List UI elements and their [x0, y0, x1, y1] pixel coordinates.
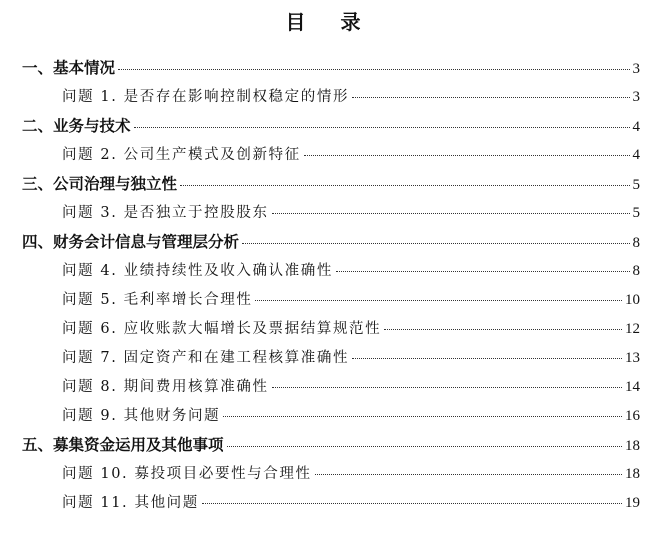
dot-leader [242, 243, 629, 244]
toc-entry-label: 问题 10. 募投项目必要性与合理性 [62, 466, 312, 482]
toc-question-entry[interactable] [0, 342, 660, 371]
toc-page-number: 19 [625, 495, 640, 511]
toc-question-entry[interactable] [0, 487, 660, 516]
toc-page-number: 18 [625, 466, 640, 482]
dot-leader [352, 358, 622, 359]
toc-page-number: 4 [632, 147, 640, 163]
toc-page-number: 18 [625, 438, 640, 454]
toc-entry-label: 五、募集资金运用及其他事项 [22, 436, 224, 454]
toc-title: 目 录 [285, 10, 375, 34]
dot-leader [118, 69, 629, 70]
dot-leader [272, 387, 622, 388]
toc-section-entry[interactable] [0, 429, 660, 458]
toc-question-entry[interactable] [0, 400, 660, 429]
toc-question-entry[interactable] [0, 284, 660, 313]
toc-section-entry[interactable] [0, 226, 660, 255]
toc-page-number: 12 [625, 321, 640, 337]
toc-page-number: 13 [625, 350, 640, 366]
toc-entry-label: 问题 9. 其他财务问题 [62, 408, 221, 424]
toc-question-entry[interactable] [0, 81, 660, 110]
toc-section-entry[interactable] [0, 168, 660, 197]
toc-question-entry[interactable] [0, 139, 660, 168]
toc-entry-label: 问题 8. 期间费用核算准确性 [62, 379, 269, 395]
toc-section-entry[interactable] [0, 52, 660, 81]
dot-leader [134, 127, 630, 128]
toc-page-number: 10 [625, 292, 640, 308]
dot-leader [352, 97, 629, 98]
toc-entry-label: 问题 11. 其他问题 [62, 495, 199, 511]
dot-leader [336, 271, 630, 272]
toc-page-number: 8 [632, 235, 640, 251]
toc-entry-label: 三、公司治理与独立性 [22, 175, 178, 193]
dot-leader [315, 474, 622, 475]
toc-page-number: 16 [625, 408, 640, 424]
toc-entry-label: 问题 1. 是否存在影响控制权稳定的情形 [62, 89, 350, 105]
toc-question-entry[interactable] [0, 255, 660, 284]
toc-entry-label: 问题 7. 固定资产和在建工程核算准确性 [62, 350, 350, 366]
toc-page-number: 14 [625, 379, 640, 395]
dot-leader [180, 185, 629, 186]
dot-leader [272, 213, 630, 214]
toc-question-entry[interactable] [0, 371, 660, 400]
toc-page-number: 8 [632, 263, 640, 279]
toc-section-entry[interactable] [0, 110, 660, 139]
toc-page-number: 5 [632, 177, 640, 193]
toc-question-entry[interactable] [0, 458, 660, 487]
toc-question-entry[interactable] [0, 197, 660, 226]
toc-entry-label: 问题 3. 是否独立于控股股东 [62, 205, 269, 221]
toc-entry-label: 问题 2. 公司生产模式及创新特征 [62, 147, 301, 163]
toc-page-number: 4 [632, 119, 640, 135]
dot-leader [202, 503, 622, 504]
toc-entry-label: 问题 5. 毛利率增长合理性 [62, 292, 253, 308]
toc-question-entry[interactable] [0, 313, 660, 342]
dot-leader [223, 416, 622, 417]
dot-leader [384, 329, 622, 330]
toc-page-number: 3 [632, 61, 640, 77]
table-of-contents [0, 52, 660, 516]
toc-entry-label: 二、业务与技术 [22, 117, 131, 135]
toc-entry-label: 问题 6. 应收账款大幅增长及票据结算规范性 [62, 321, 382, 337]
dot-leader [255, 300, 622, 301]
dot-leader [227, 446, 622, 447]
toc-entry-label: 一、基本情况 [22, 59, 116, 77]
toc-entry-label: 四、财务会计信息与管理层分析 [22, 233, 240, 251]
toc-entry-label: 问题 4. 业绩持续性及收入确认准确性 [62, 263, 333, 279]
dot-leader [304, 155, 630, 156]
toc-page-number: 3 [632, 89, 640, 105]
toc-page-number: 5 [632, 205, 640, 221]
